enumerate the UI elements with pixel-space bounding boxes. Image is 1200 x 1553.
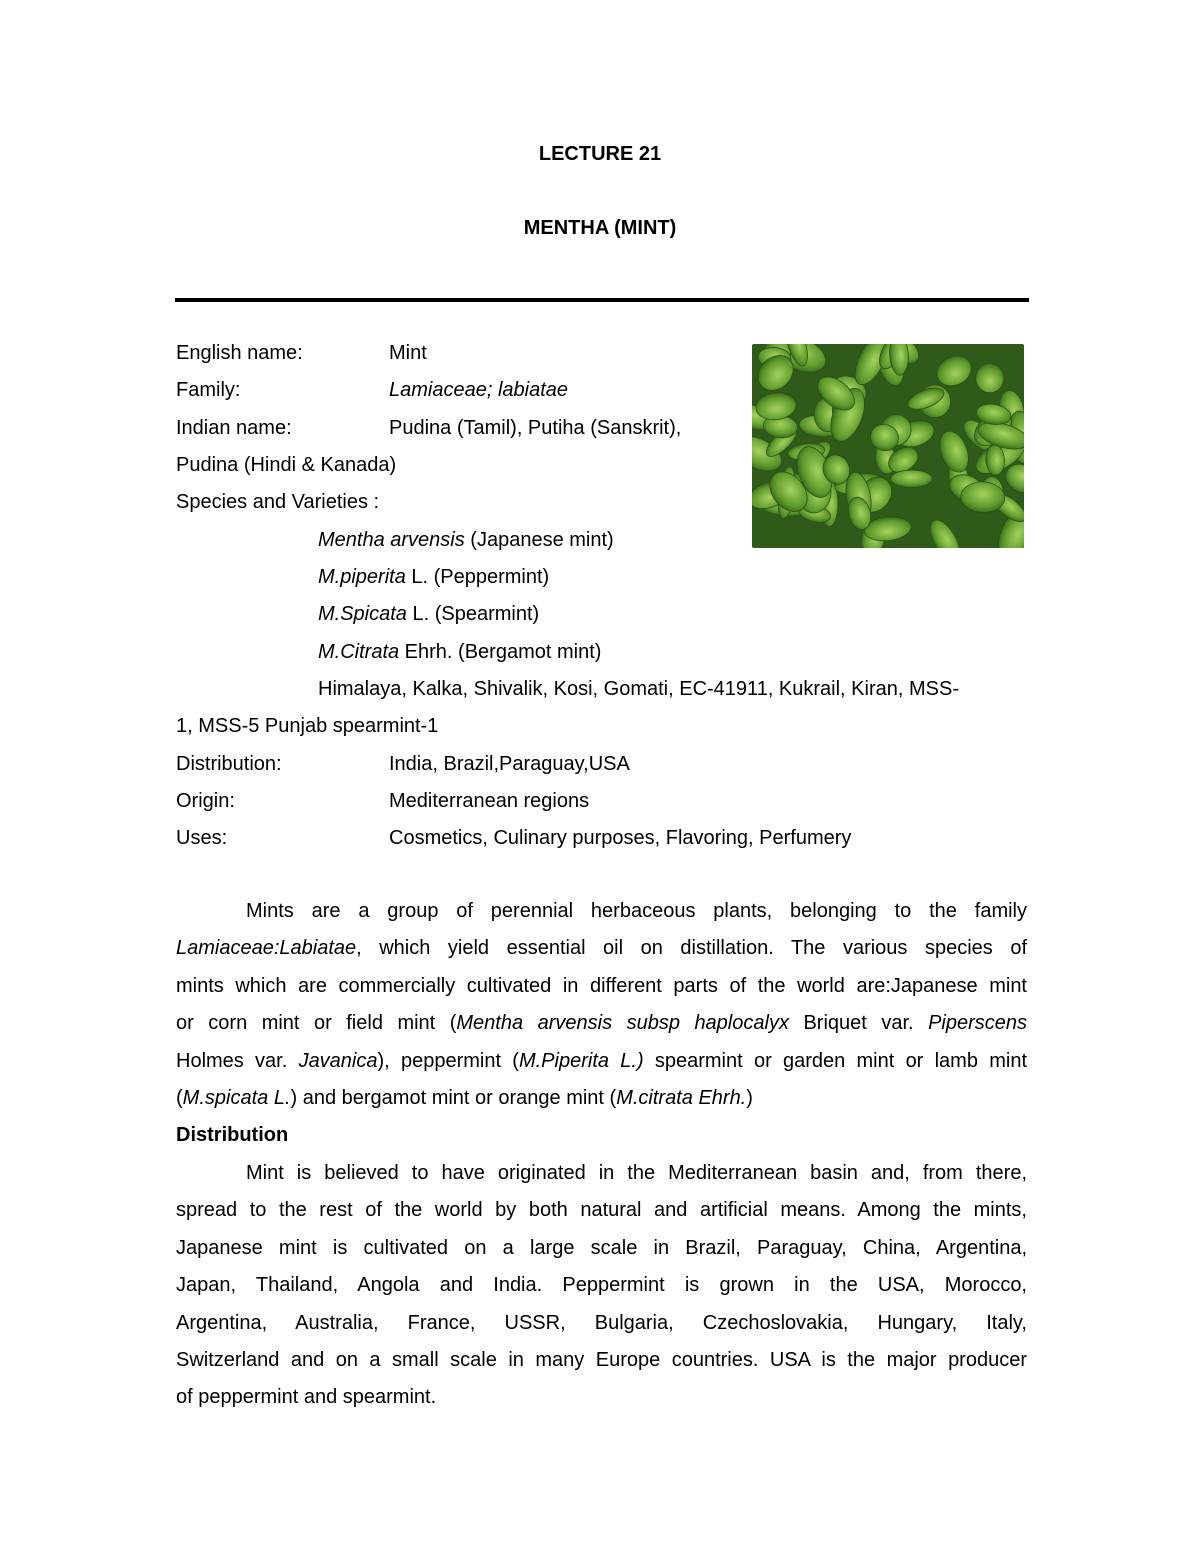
lecture-number: LECTURE 21 [538,143,662,165]
distribution-paragraph: Mint is believed to have originated in the Mediterranean basin and, from there, spread to the rest of the world by both natural and artificial means. Among the mints, Japanese mint is cultivated on a large scale in Brazil, Paraguay, China, Argentina, Japan, Thailand, Angola and India. Peppermint is grown in the USA, Morocco, Argentina, Australia, France, USSR, Bulgaria, Czechoslovakia, Hungary, Italy, Switzerland and on a small scale in many Europe countries. USA is the major producer of peppermint and spearmint. [176,1162,1027,1409]
origin-value: Mediterranean regions [389,790,590,812]
uses-value: Cosmetics, Culinary purposes, Flavoring, Perfumery [389,827,852,849]
intro-paragraph: Mints are a group of perennial herbaceous plants, belonging to the family Lamiaceae:Labiatae, which yield essential oil on distillation. The various species of mints which are commercially cultivated in different parts of the world are:Japanese mint or corn mint or field mint (Mentha arvensis subsp haplocalyx Briquet var. Piperscens Holmes var. Javanica), peppermint (M.Piperita L.) spearmint or garden mint or lamb mint (M.spicata L.) and bergamot mint or orange mint (M.citrata Ehrh.) [176,900,1027,1109]
distribution-value: India, Brazil,Paraguay,USA [389,753,630,775]
species-label: Species and Varieties : [176,491,380,513]
family-label: Family: [176,379,241,401]
species-item: M.Spicata L. (Spearmint) [318,603,540,625]
origin-label: Origin: [176,790,235,812]
title-divider [175,298,1029,302]
indian-name-value: Pudina (Tamil), Putiha (Sanskrit), [389,417,682,439]
uses-label: Uses: [176,827,228,849]
distribution-heading: Distribution [176,1124,289,1146]
varieties-line-continued: 1, MSS-5 Punjab spearmint-1 [176,715,439,737]
family-value: Lamiaceae; labiatae [389,379,569,401]
varieties-line: Himalaya, Kalka, Shivalik, Kosi, Gomati, EC-41911, Kukrail, Kiran, MSS- [318,678,959,700]
species-item: M.piperita L. (Peppermint) [318,566,550,588]
indian-name-continued: Pudina (Hindi & Kanada) [176,454,397,476]
mint-leaf [976,363,1005,393]
english-name-value: Mint [389,342,427,364]
species-item: Mentha arvensis (Japanese mint) [318,529,614,551]
indian-name-label: Indian name: [176,417,292,439]
mint-leaves-photo [752,344,1024,548]
english-name-label: English name: [176,342,303,364]
distribution-label: Distribution: [176,753,282,775]
species-item: M.Citrata Ehrh. (Bergamot mint) [318,641,602,663]
page-title: MENTHA (MINT) [523,217,677,239]
mint-leaf [891,470,933,487]
